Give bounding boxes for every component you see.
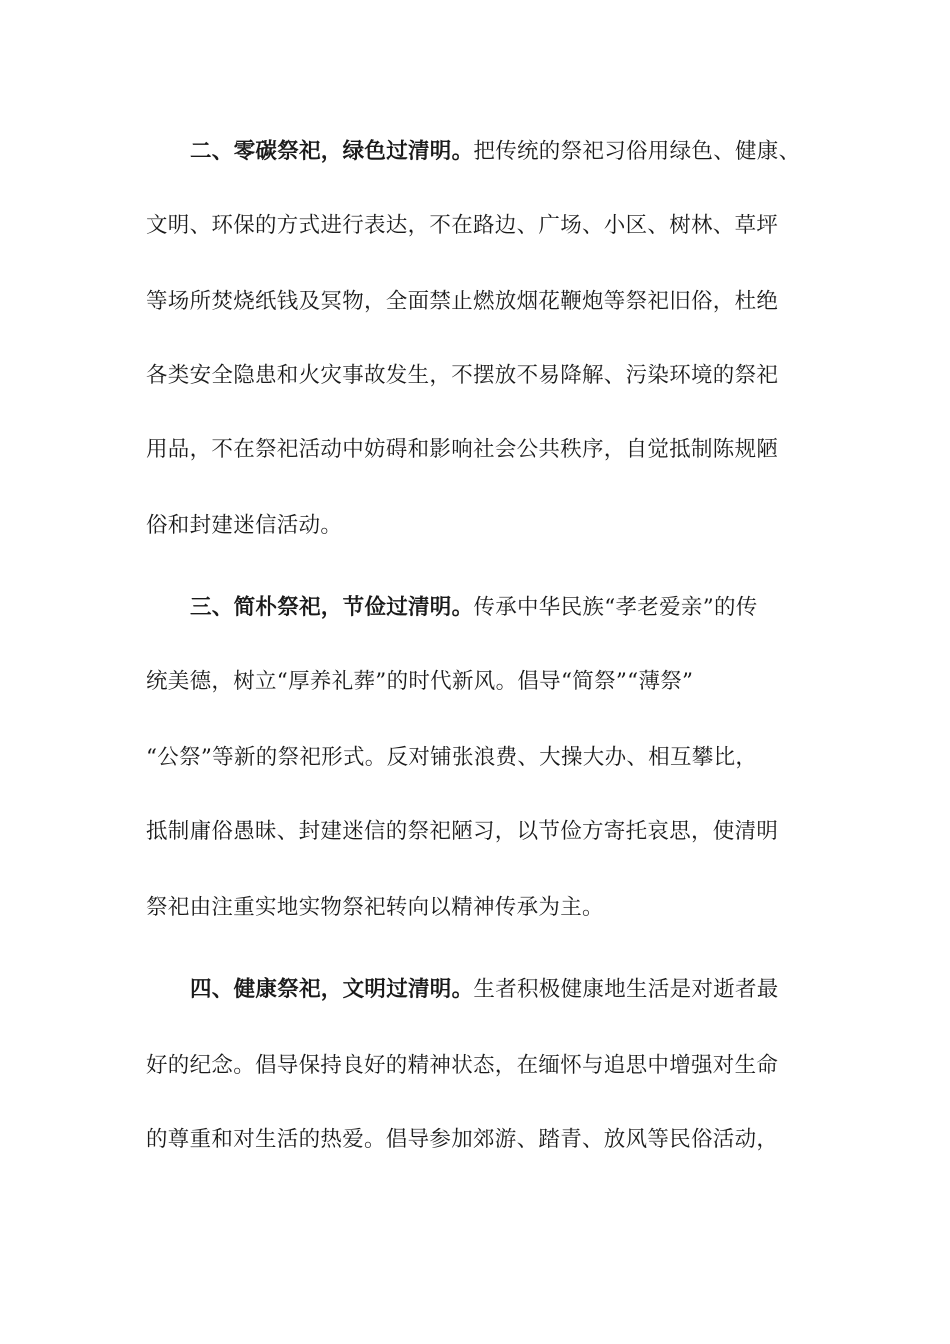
paragraph-2-text: 传承中华民族“孝老爱亲”的传 bbox=[473, 595, 758, 620]
paragraph-1-line-6: 俗和封建迷信活动。 bbox=[146, 513, 343, 538]
paragraph-2-line-1 bbox=[190, 588, 810, 628]
paragraph-3-heading: 四、健康祭祀，文明过清明。 bbox=[190, 977, 474, 1002]
paragraph-2-line-3: “公祭”等新的祭祀形式。反对铺张浪费、大操大办、相互攀比， bbox=[146, 745, 758, 770]
paragraph-2-line-4: 抵制庸俗愚昧、封建迷信的祭祀陋习，以节俭方寄托哀思，使清明 bbox=[146, 819, 779, 844]
paragraph-1-line-4: 各类安全隐患和火灾事故发生，不摆放不易降解、污染环境的祭祀 bbox=[146, 363, 779, 388]
paragraph-2-line-2: 统美德，树立“厚养礼葬”的时代新风。倡导“简祭”“薄祭” bbox=[146, 669, 694, 694]
paragraph-3-line-2: 好的纪念。倡导保持良好的精神状态，在缅怀与追思中增强对生命 bbox=[146, 1053, 779, 1078]
paragraph-2-heading: 三、简朴祭祀，节俭过清明。 bbox=[190, 595, 474, 620]
paragraph-1-line-3: 等场所焚烧纸钱及冥物，全面禁止燃放烟花鞭炮等祭祀旧俗，杜绝 bbox=[146, 289, 779, 314]
paragraph-1-text: 把传统的祭祀习俗用绿色、健康、 bbox=[473, 139, 801, 164]
paragraph-1-heading: 二、零碳祭祀，绿色过清明。 bbox=[190, 139, 474, 164]
paragraph-1-line-2: 文明、环保的方式进行表达，不在路边、广场、小区、树林、草坪 bbox=[146, 213, 779, 238]
paragraph-2-line-5: 祭祀由注重实地实物祭祀转向以精神传承为主。 bbox=[146, 895, 604, 920]
paragraph-3-line-1 bbox=[190, 970, 810, 1010]
paragraph-3-text: 生者积极健康地生活是对逝者最 bbox=[473, 977, 779, 1002]
paragraph-3-line-3: 的尊重和对生活的热爱。倡导参加郊游、踏青、放风等民俗活动， bbox=[146, 1127, 779, 1152]
paragraph-1-line-1 bbox=[190, 132, 810, 172]
paragraph-1-line-5: 用品，不在祭祀活动中妨碍和影响社会公共秩序，自觉抵制陈规陋 bbox=[146, 437, 779, 462]
